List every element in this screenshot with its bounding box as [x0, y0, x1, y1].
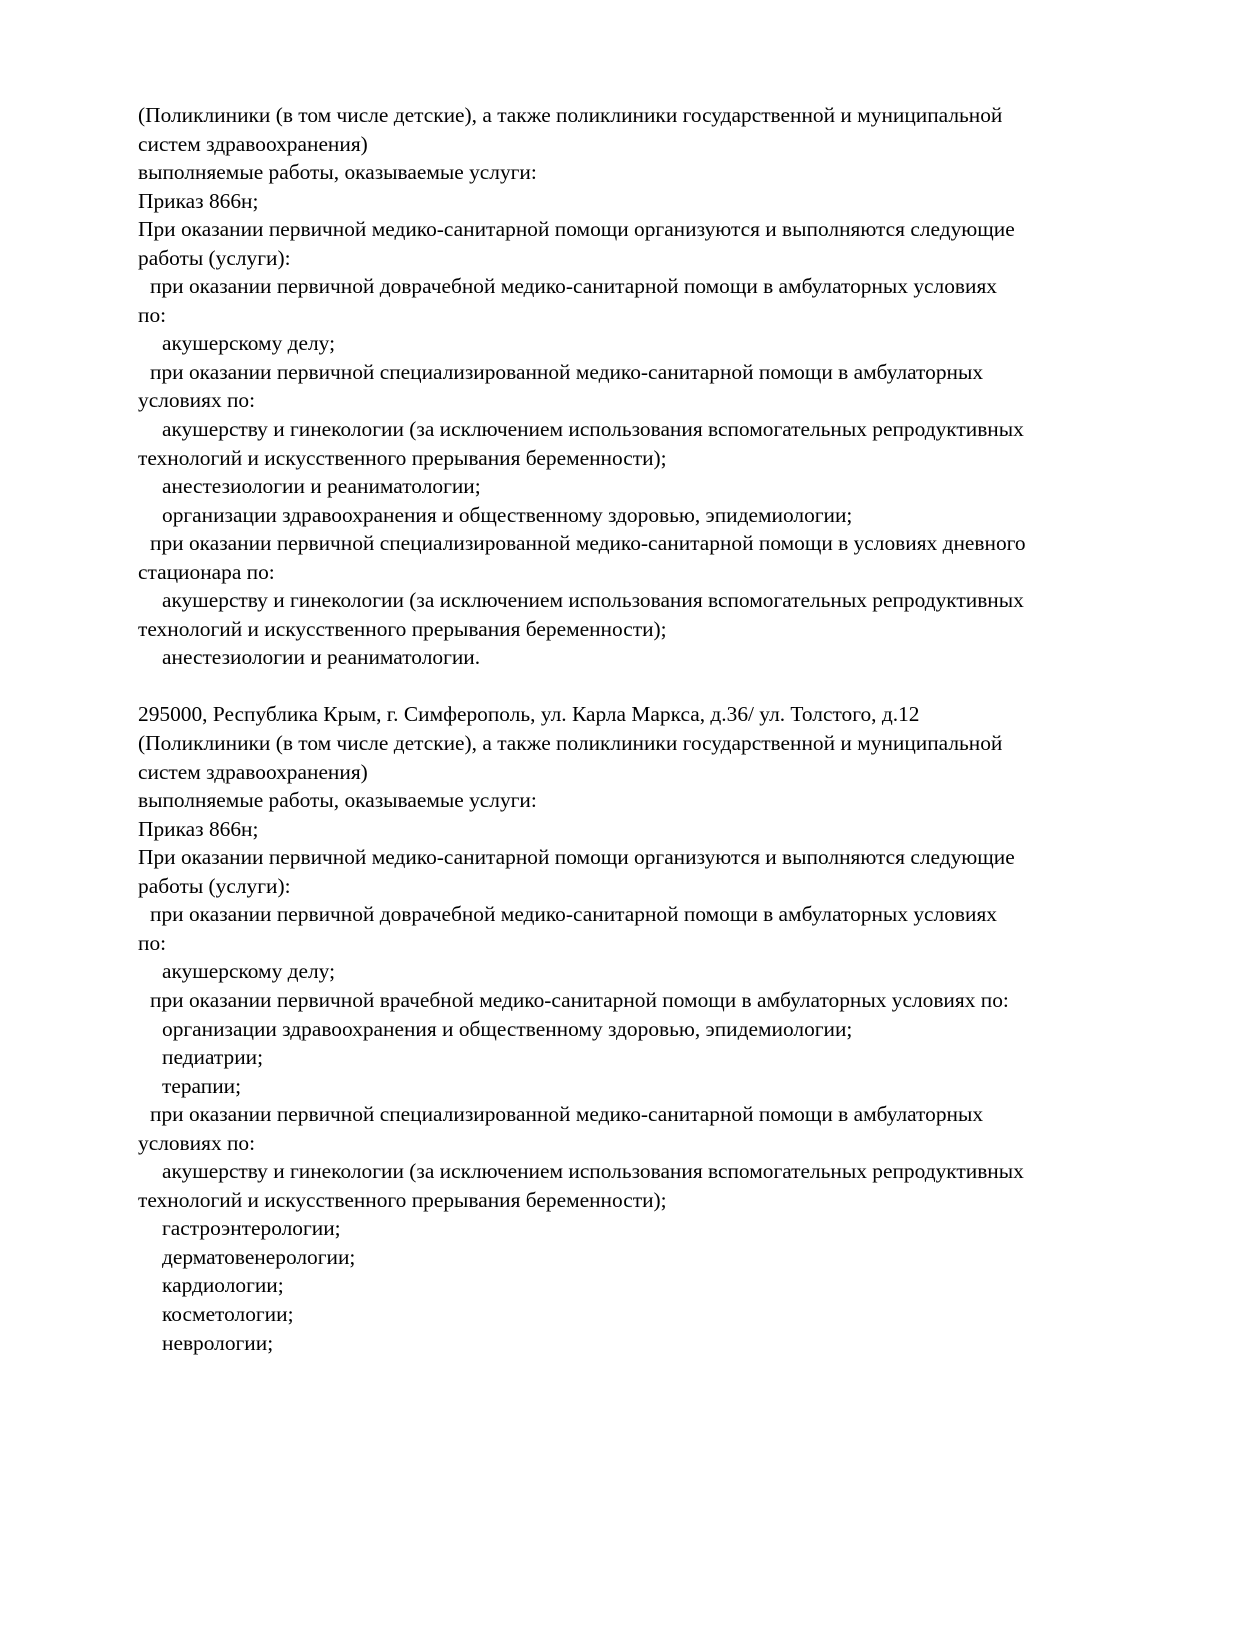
text-line: терапии;: [162, 1073, 242, 1098]
text-line: организации здравоохранения и общественному здоровью, эпидемиологии;: [162, 1016, 853, 1041]
text-line: при оказании первичной доврачебной медико-санитарной помощи в амбулаторных условиях: [150, 274, 997, 299]
text-line: анестезиологии и реаниматологии.: [162, 645, 481, 670]
text-line: (Поликлиники (в том числе детские), а также поликлиники государственной и муниципальной: [138, 103, 1003, 127]
text-line: Приказ 866н;: [138, 816, 259, 841]
text-line: систем здравоохранения): [138, 131, 368, 156]
text-line: акушерству и гинекологии (за исключением использования вспомогательных репродуктивных: [162, 1159, 1024, 1184]
text-line: по:: [138, 930, 167, 955]
text-line: анестезиологии и реаниматологии;: [162, 474, 481, 499]
text-line: работы (услуги):: [138, 245, 291, 270]
text-line: При оказании первичной медико-санитарной помощи организуются и выполняются следующие: [138, 217, 1015, 242]
text-line: работы (услуги):: [138, 873, 291, 898]
text-line: педиатрии;: [162, 1045, 264, 1070]
text-line: систем здравоохранения): [138, 759, 368, 784]
address-line: 295000, Республика Крым, г. Симферополь, ул. Карла Маркса, д.36/ ул. Толстого, д.12: [138, 702, 920, 727]
text-line: выполняемые работы, оказываемые услуги:: [138, 160, 537, 185]
text-line: при оказании первичной врачебной медико-санитарной помощи в амбулаторных условиях по:: [150, 987, 1009, 1012]
text-line: технологий и искусственного прерывания беременности);: [138, 616, 667, 641]
text-line: дерматовенерологии;: [162, 1244, 356, 1269]
text-line: организации здравоохранения и общественному здоровью, эпидемиологии;: [162, 502, 853, 527]
text-line: стационара по:: [138, 559, 275, 584]
text-line: акушерскому делу;: [162, 331, 336, 356]
text-line: косметологии;: [162, 1301, 294, 1326]
text-line: при оказании первичной специализированной медико-санитарной помощи в условиях дневного: [150, 531, 1026, 556]
text-line: (Поликлиники (в том числе детские), а также поликлиники государственной и муниципальной: [138, 731, 1003, 756]
section-2: [138, 700, 1138, 1357]
text-line: технологий и искусственного прерывания беременности);: [138, 445, 667, 470]
text-line: При оказании первичной медико-санитарной помощи организуются и выполняются следующие: [138, 845, 1015, 870]
text-line: при оказании первичной доврачебной медико-санитарной помощи в амбулаторных условиях: [150, 902, 997, 927]
text-line: акушерству и гинекологии (за исключением использования вспомогательных репродуктивных: [162, 417, 1024, 442]
section-1: [138, 101, 1138, 672]
text-line: при оказании первичной специализированной медико-санитарной помощи в амбулаторных: [150, 1102, 984, 1127]
text-line: Приказ 866н;: [138, 188, 259, 213]
text-line: гастроэнтерологии;: [162, 1216, 341, 1241]
text-line: условиях по:: [138, 388, 256, 413]
text-line: условиях по:: [138, 1130, 256, 1155]
text-line: кардиологии;: [162, 1273, 284, 1298]
text-line: по:: [138, 302, 167, 327]
text-line: неврологии;: [162, 1330, 274, 1355]
text-line: выполняемые работы, оказываемые услуги:: [138, 788, 537, 813]
text-line: акушерскому делу;: [162, 959, 336, 984]
paragraph-gap: [138, 672, 1138, 701]
document-page: [138, 101, 1138, 1357]
text-line: акушерству и гинекологии (за исключением использования вспомогательных репродуктивных: [162, 588, 1024, 613]
text-line: технологий и искусственного прерывания беременности);: [138, 1187, 667, 1212]
text-line: при оказании первичной специализированной медико-санитарной помощи в амбулаторных: [150, 359, 984, 384]
